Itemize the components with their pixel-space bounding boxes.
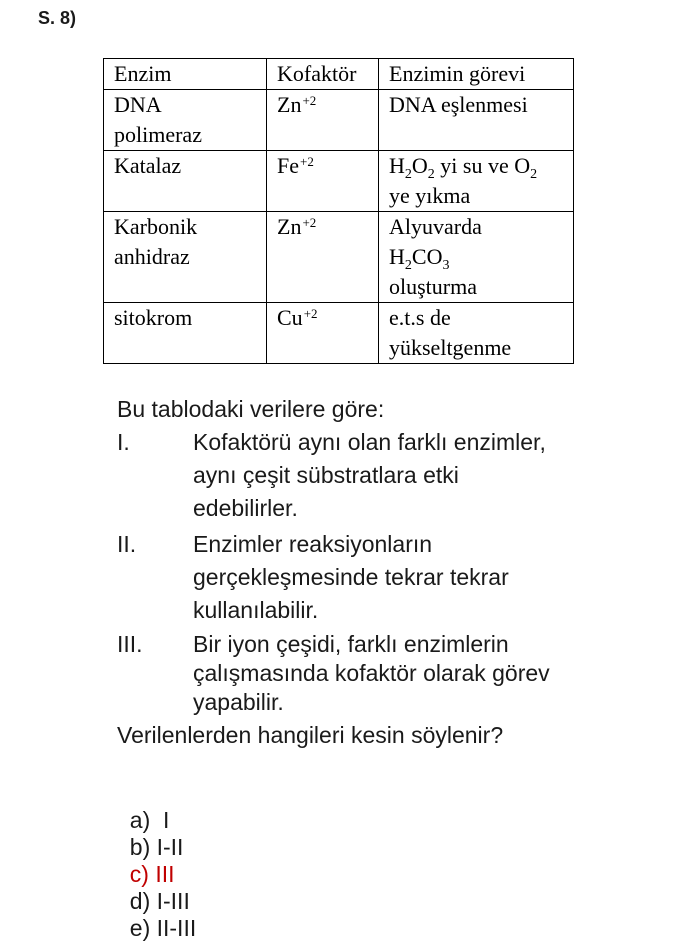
cofactor-cell	[267, 212, 379, 303]
role-line: Alyuvarda	[389, 214, 482, 239]
role-cell	[379, 212, 574, 303]
statement-text: Kofaktörü aynı olan farklı enzimler, aynı çeşit sübstratlara etki edebilirler.	[193, 429, 546, 521]
enzyme-name-line: polimeraz	[114, 122, 202, 147]
cofactor-charge: +2	[302, 215, 317, 230]
cofactor-cell	[267, 151, 379, 212]
cofactor-charge: +2	[302, 93, 317, 108]
statement-number: I.	[117, 429, 130, 455]
role-cell: DNA eşlenmesi	[379, 90, 574, 151]
header-role: Enzimin görevi	[379, 59, 574, 90]
enzyme-cell	[104, 212, 267, 303]
option-d[interactable]: d) I-III	[129, 888, 190, 914]
header-cofactor: Kofaktör	[267, 59, 379, 90]
table-row	[104, 151, 574, 212]
role-line: e.t.s de	[389, 305, 451, 330]
statement-number: II.	[117, 531, 137, 557]
option-b[interactable]: b) I-II	[129, 834, 184, 860]
enzyme-name-line: Karbonik	[114, 214, 198, 239]
option-e[interactable]: e) II-III	[129, 915, 197, 941]
answer-options	[117, 780, 222, 942]
table-row	[104, 303, 574, 364]
header-enzyme: Enzim	[104, 59, 267, 90]
role-line: $H_2CO_3$	[389, 244, 450, 273]
cofactor-symbol: Zn	[277, 92, 302, 117]
table-header-row	[104, 59, 574, 90]
cofactor-symbol: Zn	[277, 214, 302, 239]
table-row	[104, 90, 574, 151]
question-prompt: Bu tablodaki verilere göre:	[117, 396, 385, 422]
enzyme-name-line: Katalaz	[114, 153, 182, 178]
enzyme-name-line: DNA	[114, 92, 162, 117]
statement-text: Bir iyon çeşidi, farklı enzimlerin çalışmasında kofaktör olarak görev yapabilir.	[193, 631, 550, 715]
cofactor-symbol: Cu	[277, 305, 303, 330]
question-text: Verilenlerden hangileri kesin söylenir?	[117, 722, 504, 748]
cofactor-charge: +2	[300, 154, 314, 169]
role-line: ye yıkma	[389, 183, 471, 208]
cofactor-charge: +2	[303, 306, 318, 321]
role-cell	[379, 151, 574, 212]
enzyme-name-line: sitokrom	[114, 305, 193, 330]
question-number: S. 8)	[38, 8, 77, 28]
cofactor-symbol: Fe	[277, 153, 299, 178]
enzyme-cell	[104, 303, 267, 364]
role-cell	[379, 303, 574, 364]
enzyme-cell	[104, 90, 267, 151]
enzyme-table	[103, 58, 574, 364]
table-row	[104, 212, 574, 303]
cofactor-cell	[267, 303, 379, 364]
cofactor-cell	[267, 90, 379, 151]
option-a[interactable]: a) I	[129, 807, 170, 833]
statement-text: Enzimler reaksiyonların gerçekleşmesinde tekrar tekrar kullanılabilir.	[193, 531, 509, 623]
option-c[interactable]: c) III	[129, 861, 175, 887]
statement-number: III.	[117, 631, 143, 657]
enzyme-cell	[104, 151, 267, 212]
enzyme-name-line: anhidraz	[114, 244, 190, 269]
role-line: oluşturma	[389, 274, 477, 299]
role-line: yükseltgenme	[389, 335, 512, 360]
role-line: $H_2O_2$ yi su ve $O_2$	[389, 153, 538, 182]
